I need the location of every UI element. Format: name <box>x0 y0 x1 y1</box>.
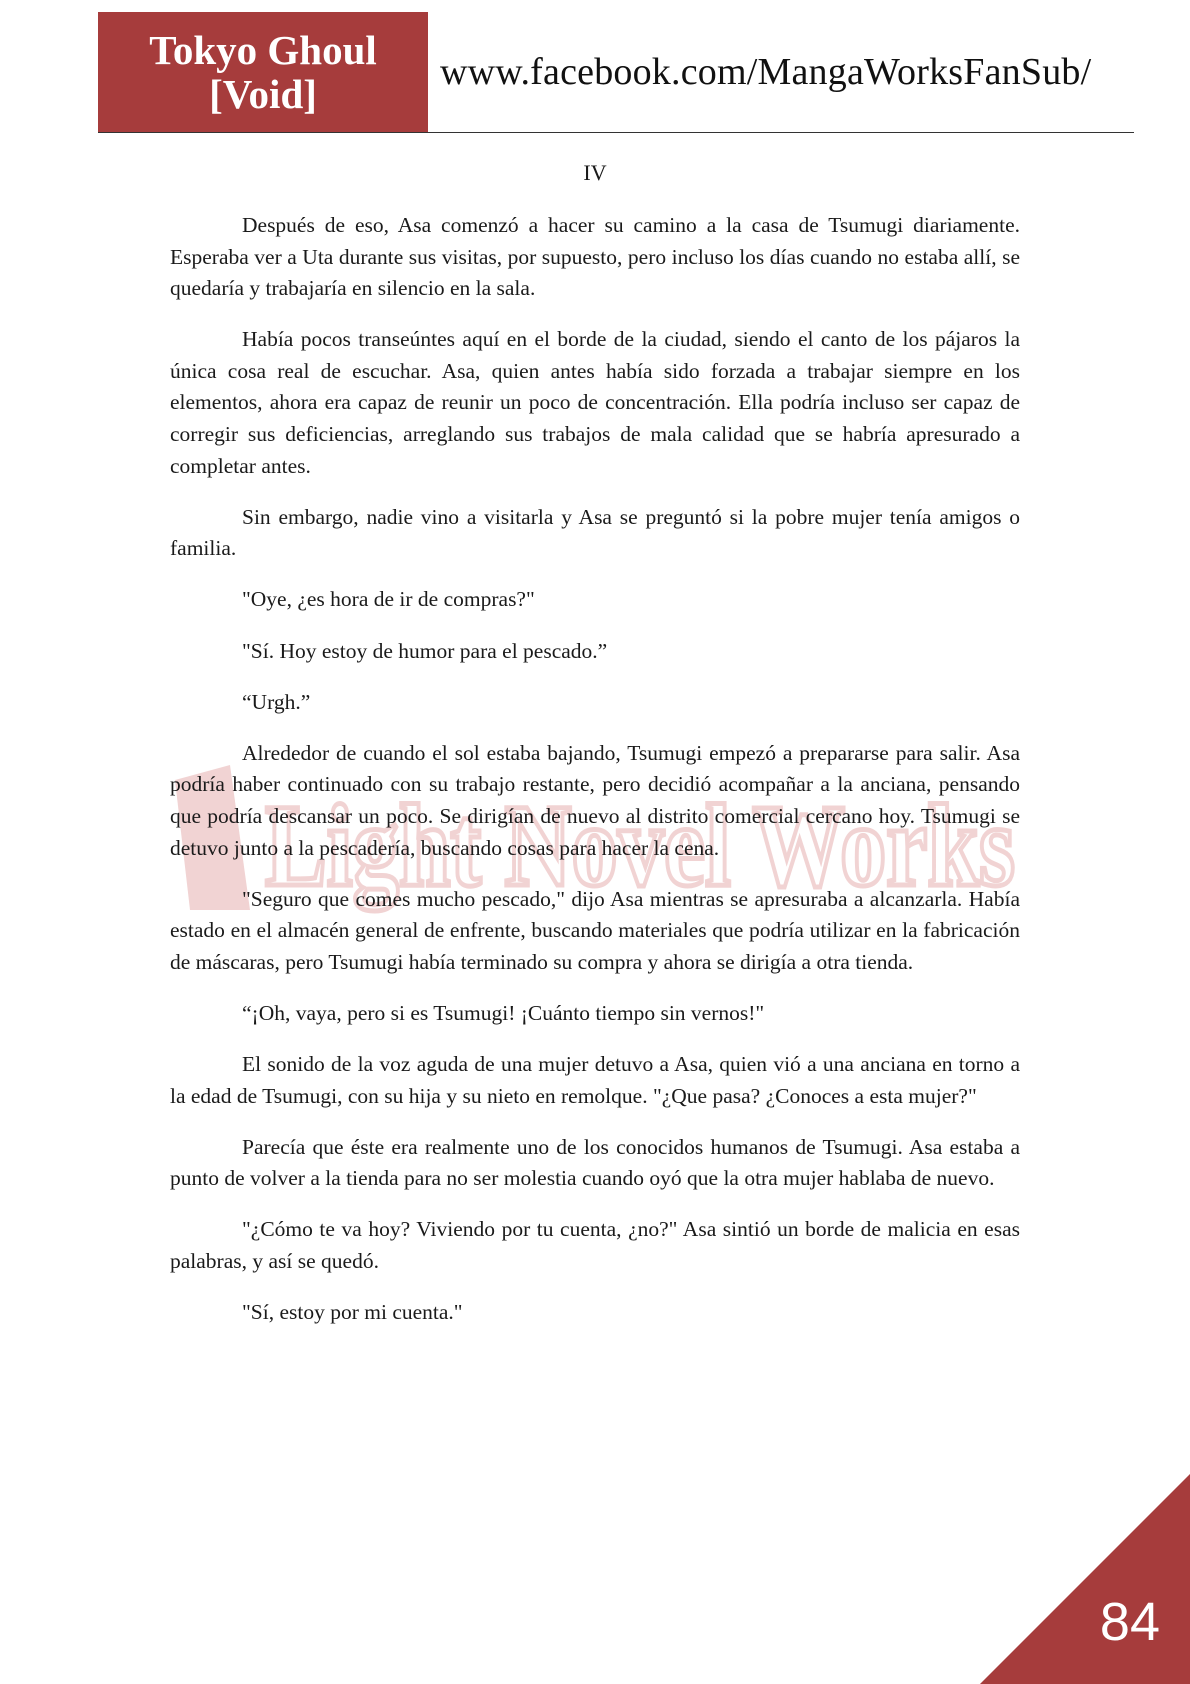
paragraph: "Seguro que comes mucho pescado," dijo Asa mientras se apresuraba a alcanzarla. Había estado en el almacén general de enfrente, buscando materiales que podría utilizar en la fabricación de máscaras, pero Tsumugi había terminado su compra y ahora se dirigía a otra tienda. <box>170 886 1020 974</box>
chapter-heading: IV <box>583 160 607 185</box>
paragraph: El sonido de la voz aguda de una mujer detuvo a Asa, quien vió a una anciana en torno a la edad de Tsumugi, con su hija y su nieto en remolque. "¿Que pasa? ¿Conoces a esta mujer?" <box>170 1051 1020 1108</box>
series-title: Tokyo Ghoul <box>149 27 377 73</box>
paragraph: Alrededor de cuando el sol estaba bajando, Tsumugi empezó a prepararse para salir. Asa podría haber continuado con su trabajo restante, pero decidió acompañar a la anciana, pensando que podría descansar un poco. Se dirigían de nuevo al distrito comercial cercano hoy. Tsumugi se detuvo junto a la pescadería, buscando cosas para hacer la cena. <box>170 740 1020 860</box>
paragraph: Después de eso, Asa comenzó a hacer su camino a la casa de Tsumugi diariamente. Esperaba ver a Uta durante sus visitas, por supuesto, pero incluso los días cuando no estaba allí, se quedaría y trabajaría en silencio en la sala. <box>170 213 1020 301</box>
body-text <box>170 210 1020 1348</box>
paragraph: Había pocos transeúntes aquí en el borde de la ciudad, siendo el canto de los pájaros la única cosa real de escuchar. Asa, quien antes había sido forzada a trabajar siempre en los elementos, ahora era capaz de reunir un poco de concentración. Ella podría incluso ser capaz de corregir sus deficiencias, arreglando sus trabajos de mala calidad que se habría apresurado a completar antes. <box>170 327 1020 478</box>
paragraph: Sin embargo, nadie vino a visitarla y Asa se preguntó si la pobre mujer tenía amigos o familia. <box>170 504 1020 561</box>
facebook-url: www.facebook.com/MangaWorksFanSub/ <box>440 51 1092 93</box>
paragraph: "Sí. Hoy estoy de humor para el pescado.” <box>242 638 608 663</box>
series-subtitle: [Void] <box>209 71 317 117</box>
header-divider <box>98 132 1134 133</box>
page-number: 84 <box>1099 1592 1160 1652</box>
paragraph: Parecía que éste era realmente uno de los conocidos humanos de Tsumugi. Asa estaba a punto de volver a la tienda para no ser molestia cuando oyó que la otra mujer hablaba de nuevo. <box>170 1134 1020 1191</box>
paragraph: “Urgh.” <box>242 689 311 714</box>
paragraph: "Sí, estoy por mi cuenta." <box>242 1300 463 1325</box>
series-title-box <box>98 12 428 132</box>
paragraph: "¿Cómo te va hoy? Viviendo por tu cuenta, ¿no?" Asa sintió un borde de malicia en esas palabras, y así se quedó. <box>170 1217 1020 1273</box>
paragraph: “¡Oh, vaya, pero si es Tsumugi! ¡Cuánto tiempo sin vernos!" <box>242 1000 765 1025</box>
paragraph: "Oye, ¿es hora de ir de compras?" <box>242 587 535 612</box>
page-corner-triangle <box>980 1474 1190 1684</box>
watermark-text: Light Novel Works <box>265 780 1015 911</box>
